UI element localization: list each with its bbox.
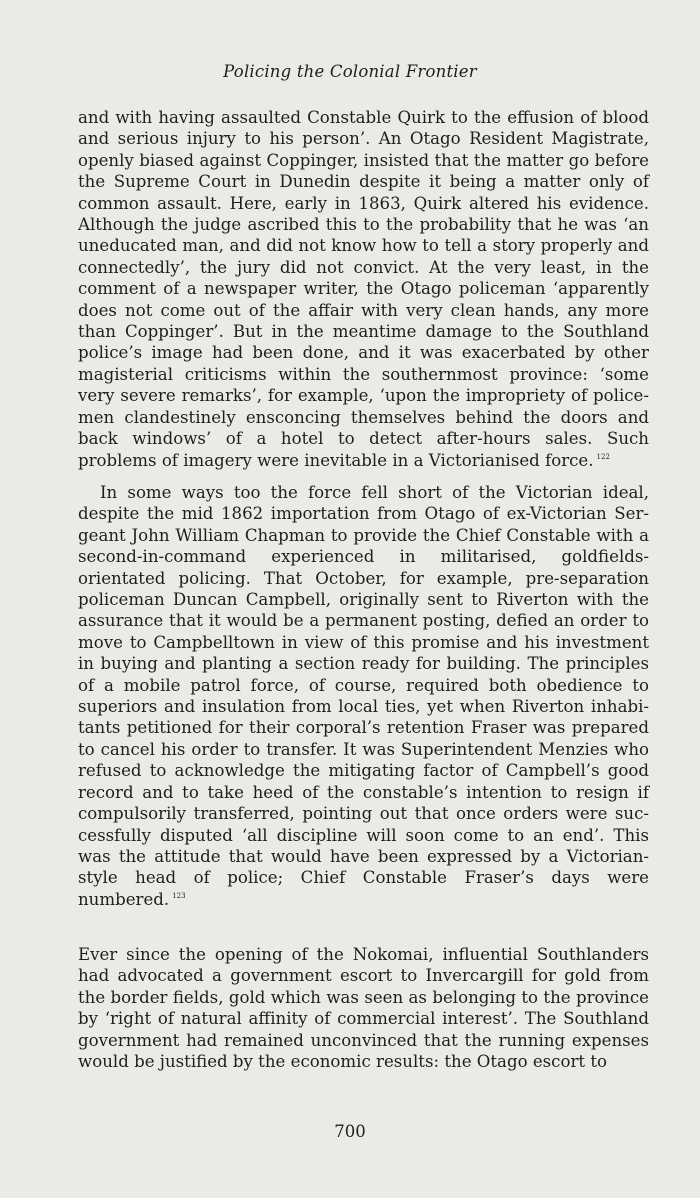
paragraph-3	[78, 944, 649, 1072]
page-number: 700	[334, 1122, 366, 1141]
paragraph-text: and with having assaulted Constable Quirk to the effusion of blood and serious injury to his person’. An Otago Resident Magistrate, openly biased against Coppinger, insisted that the matter go before the Supreme Court in Dunedin despite it being a matter only of common assault. Here, early in 1863, Quirk altered his evidence. Although the judge ascribed this to the probability that he was ‘an uneducated man, and did not know how to tell a story properly and connectedly’, the jury did not convict. At the very least, in the comment of a newspaper writer, the Otago policeman ‘apparently does not come out of the affair with very clean hands, any more than Coppinger’. But in the meantime damage to the Southland police’s image had been done, and it was exacerbated by other magisterial criticisms within the southernmost province: ‘some very severe remarks’, for example, ‘upon the impropriety of policemen clandestinely ensconcing themselves behind the doors and back windows’ of a hotel to detect after-hours sales. Such problems of imagery were inevitable in a Victorianised force.	[78, 108, 649, 470]
paragraph-text: Ever since the opening of the Nokomai, influential Southlanders had advocated a government escort to Invercargill for gold from the border fields, gold which was seen as belonging to the province by ‘right of natural affinity of commercial interest’. The Southland government had remained unconvinced that the running expenses would be justified by the economic results: the Otago escort to	[78, 945, 649, 1072]
footnote-marker: 122	[596, 452, 610, 461]
footnote-marker: 123	[172, 892, 186, 901]
paragraph-text: In some ways too the force fell short of the Victorian ideal, despite the mid 1862 importation from Otago of ex-Victorian Sergeant John William Chapman to provide the Chief Constable with a second-in-command experienced in militarised, goldfields-orientated policing. That October, for example, pre-separation policeman Duncan Campbell, originally sent to Riverton with the assurance that it would be a permanent posting, defied an order to move to Campbelltown in view of this promise and his investment in buying and planting a section ready for building. The principles of a mobile patrol force, of course, required both obedience to superiors and insulation from local ties, yet when Riverton inhabitants petitioned for their corporal’s retention Fraser was prepared to cancel his order to transfer. It was Superintendent Menzies who refused to acknowledge the mitigating factor of Campbell’s good record and to take heed of the constable’s intention to resign if compulsorily transferred, pointing out that once orders were successfully disputed ‘all discipline will soon come to an end’. This was the attitude that would have been expressed by a Victorian-style head of police; Chief Constable Fraser’s days were numbered.	[78, 483, 649, 909]
running-head: Policing the Colonial Frontier	[223, 62, 477, 81]
paragraph-1	[78, 107, 649, 471]
paragraph-2	[78, 482, 649, 910]
